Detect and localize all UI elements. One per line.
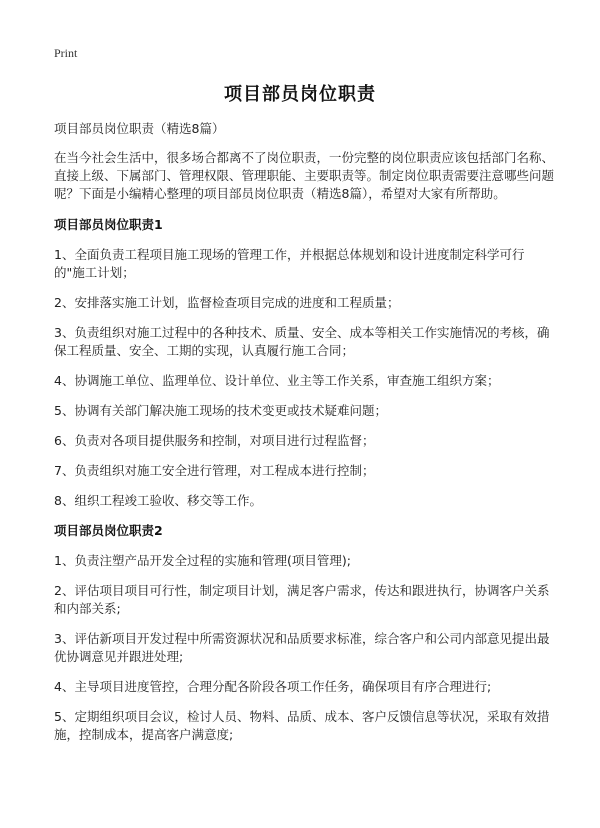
list-item: 4、主导项目进度管控，合理分配各阶段各项工作任务，确保项目有序合理进行; bbox=[54, 679, 492, 694]
section-heading: 项目部员岗位职责1 bbox=[54, 217, 163, 232]
document-subtitle: 项目部员岗位职责（精选8篇） bbox=[54, 121, 225, 136]
section-2 bbox=[54, 522, 554, 744]
section-heading: 项目部员岗位职责2 bbox=[54, 523, 163, 538]
list-item: 2、评估项目项目可行性，制定项目计划，满足客户需求，传达和跟进执行，协调客户关系和内部关系; bbox=[54, 583, 550, 616]
list-item: 5、协调有关部门解决施工现场的技术变更或技术疑难问题； bbox=[54, 403, 387, 418]
list-item: 4、协调施工单位、监理单位、设计单位、业主等工作关系，审查施工组织方案； bbox=[54, 373, 500, 388]
page-title: 项目部员岗位职责 bbox=[224, 84, 376, 105]
list-item: 2、安排落实施工计划，监督检查项目完成的进度和工程质量； bbox=[54, 295, 400, 310]
list-item: 5、定期组织项目会议，检讨人员、物料、品质、成本、客户反馈信息等状况，采取有效措施，控制成本，提高客户满意度; bbox=[54, 709, 550, 742]
list-item: 1、全面负责工程项目施工现场的管理工作，并根据总体规划和设计进度制定科学可行的"施工计划； bbox=[54, 247, 525, 280]
list-item: 3、负责组织对施工过程中的各种技术、质量、安全、成本等相关工作实施情况的考核，确保工程质量、安全、工期的实现，认真履行施工合同； bbox=[54, 325, 550, 358]
list-item: 8、组织工程竣工验收、移交等工作。 bbox=[54, 493, 262, 508]
print-label: Print bbox=[54, 46, 78, 60]
document-body bbox=[54, 120, 554, 756]
intro-paragraph: 在当今社会生活中，很多场合都离不了岗位职责，一份完整的岗位职责应该包括部门名称、直接上级、下属部门、管理权限、管理职能、主要职责等。制定岗位职责需要注意哪些问题呢？下面是小编精心整理的项目部员岗位职责（精选8篇），希望对大家有所帮助。 bbox=[54, 150, 555, 201]
list-item: 7、负责组织对施工安全进行管理，对工程成本进行控制； bbox=[54, 463, 375, 478]
list-item: 1、负责注塑产品开发全过程的实施和管理(项目管理); bbox=[54, 553, 351, 568]
list-item: 6、负责对各项目提供服务和控制，对项目进行过程监督； bbox=[54, 433, 375, 448]
section-1 bbox=[54, 216, 554, 510]
list-item: 3、评估新项目开发过程中所需资源状况和品质要求标准，综合客户和公司内部意见提出最优协调意见并跟进处理; bbox=[54, 631, 550, 664]
